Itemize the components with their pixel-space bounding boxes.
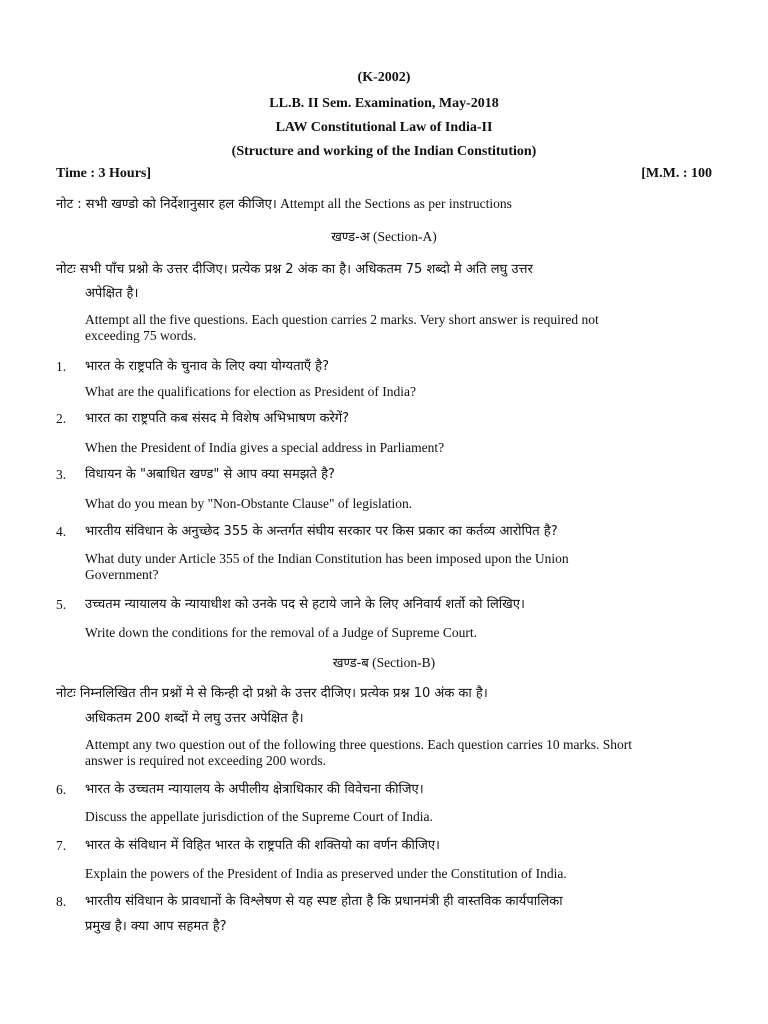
- section-b-note-english: [85, 737, 705, 769]
- subject-subtitle: (Structure and working of the Indian Constitution): [231, 144, 537, 159]
- section-b-title-english: (Section-B): [372, 655, 436, 670]
- general-note: [56, 194, 512, 212]
- question-hindi-line-2: प्रमुख है। क्या आप सहमत है?: [85, 919, 227, 934]
- question-english: Discuss the appellate jurisdiction of the Supreme Court of India.: [85, 809, 433, 824]
- question-hindi: भारत के उच्चतम न्यायालय के अपीलीय क्षेत्राधिकार की विवेचना कीजिए।: [85, 782, 424, 797]
- question-english: What do you mean by "Non-Obstante Clause" of legislation.: [85, 496, 413, 511]
- section-a-note-hindi-2: अपेक्षित है।: [85, 286, 139, 301]
- question-hindi: भारतीय संविधान के अनुच्छेद 355 के अन्तर्गत संघीय सरकार पर किस प्रकार का कर्तव्य आरोपित है?: [85, 524, 558, 539]
- section-a-note-english-1: Attempt all the five questions. Each question carries 2 marks. Very short answer is required not: [85, 312, 599, 327]
- question-hindi: भारत के राष्ट्रपति के चुनाव के लिए क्या योग्यताएँ है?: [85, 359, 329, 374]
- question-number: 2.: [56, 411, 67, 426]
- section-b-note-english-1: Attempt any two question out of the following three questions. Each question carries 10 marks. Short: [85, 737, 633, 752]
- question-hindi: भारत के संविधान में विहित भारत के राष्ट्रपति की शक्तियो का वर्णन कीजिए।: [85, 838, 440, 853]
- question-english: What are the qualifications for election as President of India?: [85, 384, 416, 399]
- paper-code: (K-2002): [357, 70, 411, 85]
- section-b-title-hindi: खण्ड-ब: [332, 656, 369, 671]
- section-a-note-hindi-1: नोटः सभी पाँच प्रश्नो के उत्तर दीजिए। प्रत्येक प्रश्न 2 अंक का है। अधिकतम 75 शब्दो मे अति लघु उत्तर: [56, 262, 533, 277]
- question-number: 8.: [56, 894, 67, 909]
- question-hindi-line-1: भारतीय संविधान के प्रावधानों के विश्लेषण से यह स्पष्ट होता है कि प्रधानमंत्री ही वास्तविक कार्यपालिका: [85, 894, 563, 909]
- section-b-heading: [0, 653, 768, 671]
- section-b-note-english-2: answer is required not exceeding 200 words.: [85, 753, 327, 768]
- section-a-note-english: [85, 312, 705, 344]
- question-number: 4.: [56, 524, 67, 539]
- subject-title: LAW Constitutional Law of India-II: [275, 120, 493, 135]
- general-note-english: Attempt all the Sections as per instructions: [280, 196, 512, 211]
- question-english-line-2: Government?: [85, 567, 159, 582]
- question-hindi: भारत का राष्ट्रपति कब संसद मे विशेष अभिभाषण करेगें?: [85, 411, 350, 426]
- question-english: When the President of India gives a special address in Parliament?: [85, 440, 445, 455]
- section-a-heading: [0, 227, 768, 245]
- question-english: [85, 551, 705, 583]
- question-number: 6.: [56, 782, 67, 797]
- question-number: 1.: [56, 359, 67, 374]
- section-a-title-hindi: खण्ड-अ: [331, 230, 370, 245]
- question-number: 7.: [56, 838, 67, 853]
- exam-title: LL.B. II Sem. Examination, May-2018: [269, 96, 499, 111]
- question-hindi: उच्चतम न्यायालय के न्यायाधीश को उनके पद से हटाये जाने के लिए अनिवार्य शर्तो को लिखिए।: [85, 597, 525, 612]
- section-a-title-english: (Section-A): [373, 229, 437, 244]
- section-b-note-hindi-2: अधिकतम 200 शब्दों मे लघु उत्तर अपेक्षित है।: [85, 711, 304, 726]
- question-hindi: विधायन के "अबाधित खण्ड" से आप क्या समझते है?: [85, 467, 335, 482]
- question-number: 5.: [56, 597, 67, 612]
- question-number: 3.: [56, 467, 67, 482]
- question-english-line-1: What duty under Article 355 of the Indian Constitution has been imposed upon the Union: [85, 551, 569, 566]
- section-a-note-english-2: exceeding 75 words.: [85, 328, 197, 343]
- maximum-marks: [M.M. : 100: [641, 166, 712, 181]
- section-b-note-hindi-1: नोटः निम्नलिखित तीन प्रश्नों मे से किन्ही दो प्रश्नो के उत्तर दीजिए। प्रत्येक प्रश्न 10 अंक का है।: [56, 686, 488, 701]
- question-english: Explain the powers of the President of India as preserved under the Constitution of India.: [85, 866, 567, 881]
- question-english: Write down the conditions for the removal of a Judge of Supreme Court.: [85, 625, 477, 640]
- time-allowed: Time : 3 Hours]: [56, 166, 152, 181]
- general-note-hindi: नोट : सभी खण्डो को निर्देशानुसार हल कीजिए।: [56, 197, 277, 212]
